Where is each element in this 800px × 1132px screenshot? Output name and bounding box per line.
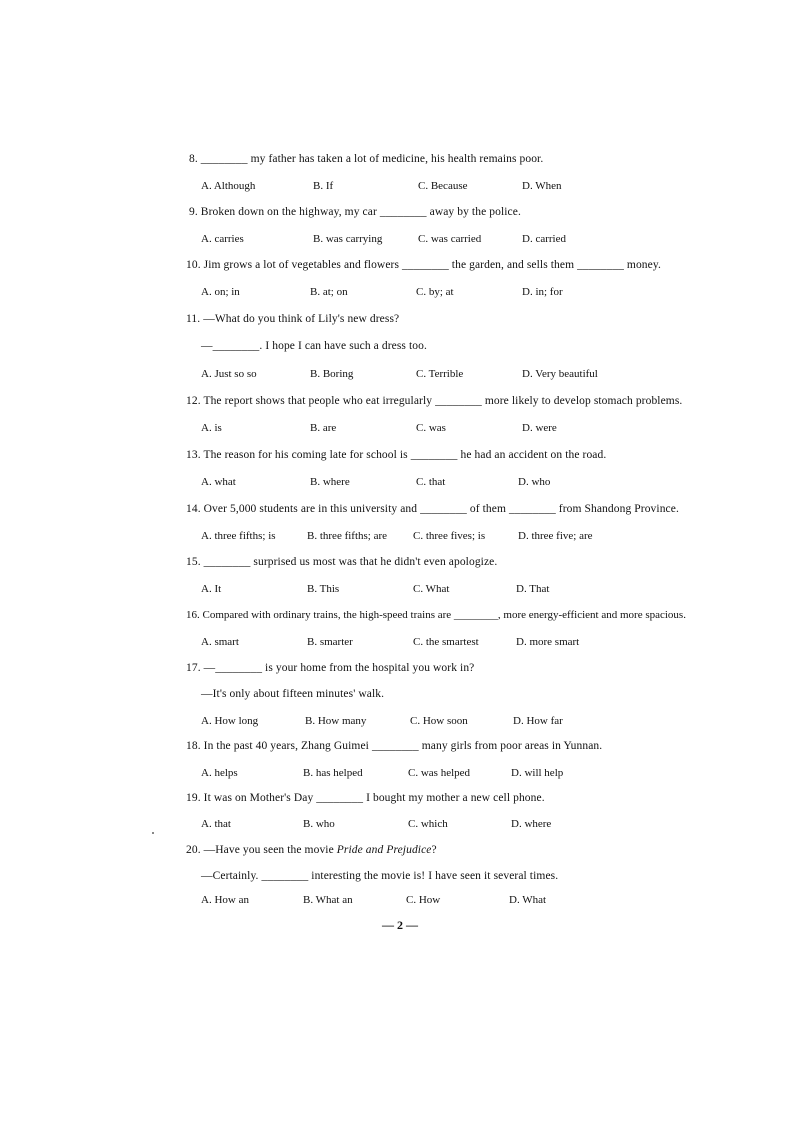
- option-a[interactable]: A. that: [201, 818, 231, 830]
- stem-suffix: ?: [431, 844, 437, 856]
- option-c[interactable]: C. What: [413, 583, 450, 595]
- option-c[interactable]: C. which: [408, 818, 448, 830]
- option-a[interactable]: A. It: [201, 583, 222, 595]
- option-b[interactable]: B. If: [313, 180, 334, 192]
- stem-prefix: 20. —Have you seen the movie: [186, 844, 337, 856]
- option-c[interactable]: C. Because: [418, 180, 468, 192]
- option-b[interactable]: B. was carrying: [313, 233, 383, 245]
- option-c[interactable]: C. three fives; is: [413, 530, 486, 542]
- movie-title: Pride and Prejudice: [336, 844, 432, 856]
- question-response: —________. I hope I can have such a dress too.: [201, 340, 427, 352]
- option-d[interactable]: D. carried: [522, 233, 566, 245]
- option-c[interactable]: C. was helped: [408, 767, 471, 779]
- question-stem: 17. —________ is your home from the hospital you work in?: [186, 662, 475, 674]
- option-d[interactable]: D. were: [522, 422, 557, 434]
- option-c[interactable]: C. How soon: [410, 715, 468, 727]
- option-c[interactable]: C. was carried: [418, 233, 482, 245]
- option-a[interactable]: A. what: [201, 476, 236, 488]
- option-a[interactable]: A. is: [201, 422, 222, 434]
- question-stem: 12. The report shows that people who eat irregularly ________ more likely to develop stomach problems.: [186, 395, 683, 407]
- option-a[interactable]: A. three fifths; is: [201, 530, 276, 542]
- option-d[interactable]: D. three five; are: [518, 530, 593, 542]
- option-c[interactable]: C. How: [406, 894, 441, 906]
- question-stem: 14. Over 5,000 students are in this university and ________ of them ________ from Shandong Province.: [186, 503, 679, 515]
- option-a[interactable]: A. Just so so: [201, 368, 257, 380]
- option-c[interactable]: C. was: [416, 422, 446, 434]
- question-stem: 19. It was on Mother's Day ________ I bought my mother a new cell phone.: [186, 792, 545, 804]
- option-c[interactable]: C. Terrible: [416, 368, 464, 380]
- option-d[interactable]: D. When: [522, 180, 562, 192]
- page-number: — 2 —: [382, 918, 418, 932]
- question-stem: 10. Jim grows a lot of vegetables and flowers ________ the garden, and sells them ________ money.: [186, 259, 661, 271]
- option-a[interactable]: A. helps: [201, 767, 238, 779]
- question-stem: 18. In the past 40 years, Zhang Guimei ________ many girls from poor areas in Yunnan.: [186, 740, 603, 752]
- option-b[interactable]: B. where: [310, 476, 350, 488]
- option-a[interactable]: A. Although: [201, 180, 256, 192]
- option-d[interactable]: D. That: [516, 583, 550, 595]
- option-a[interactable]: A. smart: [201, 636, 239, 648]
- option-b[interactable]: B. How many: [305, 715, 367, 727]
- option-d[interactable]: D. What: [509, 894, 547, 906]
- option-b[interactable]: B. smarter: [307, 636, 353, 648]
- question-stem: 15. ________ surprised us most was that he didn't even apologize.: [186, 556, 498, 568]
- option-b[interactable]: B. This: [307, 583, 340, 595]
- option-b[interactable]: B. Boring: [310, 368, 354, 380]
- question-stem: [186, 842, 437, 858]
- question-response: —Certainly. ________ interesting the movie is! I have seen it several times.: [201, 870, 559, 882]
- option-d[interactable]: D. where: [511, 818, 552, 830]
- question-stem: 13. The reason for his coming late for school is ________ he had an accident on the road.: [186, 449, 607, 461]
- option-c[interactable]: C. that: [416, 476, 446, 488]
- option-a[interactable]: A. How long: [201, 715, 259, 727]
- question-response: —It's only about fifteen minutes' walk.: [201, 688, 385, 700]
- option-b[interactable]: B. has helped: [303, 767, 363, 779]
- question-stem: 8. ________ my father has taken a lot of medicine, his health remains poor.: [189, 153, 544, 165]
- question-stem: 11. —What do you think of Lily's new dress?: [186, 313, 400, 325]
- option-b[interactable]: B. at; on: [310, 286, 348, 298]
- option-b[interactable]: B. who: [303, 818, 335, 830]
- option-b[interactable]: B. are: [310, 422, 337, 434]
- option-b[interactable]: B. What an: [303, 894, 353, 906]
- option-d[interactable]: D. Very beautiful: [522, 368, 598, 380]
- option-a[interactable]: A. How an: [201, 894, 249, 906]
- question-stem: 16. Compared with ordinary trains, the high-speed trains are ________, more energy-efficient and more spacious.: [186, 609, 686, 621]
- scan-speck: [152, 832, 154, 834]
- option-a[interactable]: A. on; in: [201, 286, 240, 298]
- option-d[interactable]: D. more smart: [516, 636, 580, 648]
- option-d[interactable]: D. How far: [513, 715, 563, 727]
- option-a[interactable]: A. carries: [201, 233, 244, 245]
- option-d[interactable]: D. will help: [511, 767, 564, 779]
- question-stem: 9. Broken down on the highway, my car ________ away by the police.: [189, 206, 521, 218]
- option-c[interactable]: C. by; at: [416, 286, 454, 298]
- option-d[interactable]: D. in; for: [522, 286, 563, 298]
- option-d[interactable]: D. who: [518, 476, 551, 488]
- option-b[interactable]: B. three fifths; are: [307, 530, 388, 542]
- option-c[interactable]: C. the smartest: [413, 636, 479, 648]
